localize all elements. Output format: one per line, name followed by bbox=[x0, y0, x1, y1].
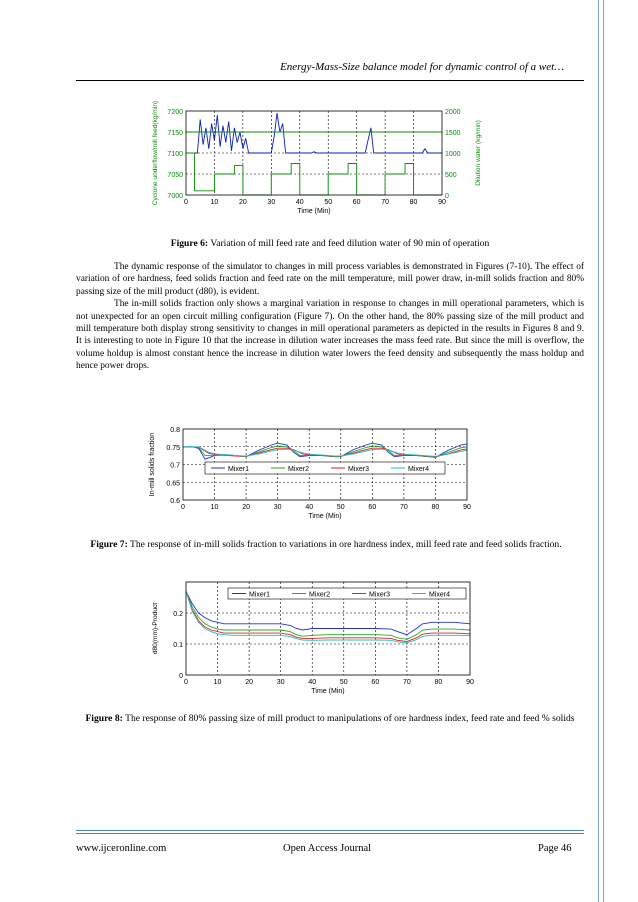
y-tick-label: 7050 bbox=[167, 172, 183, 179]
y-tick-label: 0.7 bbox=[170, 462, 180, 470]
x-tick-label: 20 bbox=[242, 504, 251, 511]
y-tick-label: 7100 bbox=[167, 151, 183, 158]
x-tick-label: 0 bbox=[181, 504, 185, 511]
footer-page-number: Page 46 bbox=[538, 843, 572, 854]
y-tick-label: 0.65 bbox=[166, 480, 180, 488]
y-tick-label: 0.2 bbox=[173, 611, 183, 618]
running-header: Energy-Mass-Size balance model for dynamic control of a wet… bbox=[280, 61, 564, 73]
y-tick-label: 7150 bbox=[167, 130, 183, 137]
y-tick-label: 0 bbox=[179, 673, 183, 680]
figure6-chart bbox=[148, 84, 493, 219]
figure8-caption bbox=[76, 712, 584, 725]
y-tick-label: 0.75 bbox=[166, 444, 180, 452]
legend-label-Mixer4: Mixer4 bbox=[429, 591, 451, 599]
x-tick-label: 10 bbox=[210, 504, 219, 511]
figure7-caption-label: Figure 7: bbox=[90, 539, 128, 550]
figure7-chart bbox=[145, 425, 485, 530]
x-tick-label: 50 bbox=[324, 199, 333, 206]
x-tick-label: 90 bbox=[466, 679, 474, 686]
figure7-caption-text: The response of in-mill solids fraction to variations in ore hardness index, mill feed rate and feed solids fraction. bbox=[130, 539, 562, 550]
figure8-chart bbox=[148, 578, 488, 702]
legend-label-Mixer1: Mixer1 bbox=[249, 591, 271, 599]
x-tick-label: 60 bbox=[371, 679, 380, 686]
legend-label-Mixer3: Mixer3 bbox=[348, 466, 370, 473]
y-right-axis-label: Dilution water (kg/min) bbox=[475, 120, 482, 186]
x-tick-label: 0 bbox=[184, 679, 188, 686]
y-tick-label: 0.8 bbox=[170, 427, 180, 434]
y-right-tick-label: 1000 bbox=[445, 151, 461, 158]
x-tick-label: 70 bbox=[381, 199, 390, 206]
page-edge-bar-inner bbox=[603, 0, 604, 902]
legend-label-Mixer1: Mixer1 bbox=[228, 466, 250, 473]
legend-label-Mixer3: Mixer3 bbox=[369, 591, 391, 599]
x-tick-label: 80 bbox=[434, 679, 443, 686]
legend-label-Mixer4: Mixer4 bbox=[408, 466, 430, 473]
x-tick-label: 80 bbox=[431, 504, 440, 511]
x-tick-label: 0 bbox=[184, 199, 188, 206]
x-tick-label: 30 bbox=[276, 679, 285, 686]
y-tick-label: 7200 bbox=[167, 109, 183, 116]
x-tick-label: 10 bbox=[213, 679, 222, 686]
figure6-caption-label: Figure 6: bbox=[170, 238, 209, 249]
x-tick-label: 20 bbox=[238, 199, 247, 206]
x-axis-label: Time (Min) bbox=[308, 513, 342, 520]
x-tick-label: 20 bbox=[245, 679, 254, 686]
x-tick-label: 40 bbox=[295, 199, 304, 206]
y-axis-label: d80(mm)-Product bbox=[152, 602, 159, 655]
figure8-caption-text: The response of 80% passing size of mill product to manipulations of ore hardness index, feed rate and feed % solids bbox=[125, 713, 575, 724]
figure7-caption bbox=[86, 538, 566, 551]
x-tick-label: 70 bbox=[402, 679, 411, 686]
x-axis-label: Time (Min) bbox=[311, 688, 345, 695]
x-tick-label: 10 bbox=[210, 199, 219, 206]
figure8-caption-label: Figure 8: bbox=[85, 713, 123, 724]
paragraph-2: The in-mill solids fraction only shows a marginal variation in response to changes in mill operational parameters, which is not unexpected for an open circuit milling configuration (Figure 7). On the other hand, the 80% passing size of the mill product and mill temperature both display strong sensitivity to changes in mill operational parameters as depicted in the results in Figures 8 and 9. It is interesting to note in Figure 10 that the increase in dilution water increases the mass feed rate. But since the mill is overflow, the volume holdup is almost constant hence the increase in dilution water lowers the feed density and subsequently the mass holdup and hence power drops. bbox=[76, 299, 584, 372]
x-tick-label: 60 bbox=[352, 199, 361, 206]
x-tick-label: 40 bbox=[305, 504, 314, 511]
footer-rule-thin bbox=[76, 833, 584, 834]
page-edge-bar bbox=[598, 0, 599, 902]
y-right-tick-label: 0 bbox=[445, 193, 449, 200]
y-tick-label: 7000 bbox=[167, 193, 183, 200]
x-tick-label: 80 bbox=[409, 199, 418, 206]
x-tick-label: 60 bbox=[368, 504, 377, 511]
figure6-caption bbox=[76, 237, 584, 250]
x-axis-label: Time (Min) bbox=[297, 208, 331, 215]
x-tick-label: 40 bbox=[308, 679, 317, 686]
x-tick-label: 90 bbox=[438, 199, 446, 206]
footer-rule bbox=[76, 830, 584, 831]
x-tick-label: 70 bbox=[399, 504, 408, 511]
footer-journal: Open Access Journal bbox=[283, 843, 372, 854]
x-tick-label: 50 bbox=[336, 504, 345, 511]
x-tick-label: 30 bbox=[273, 504, 282, 511]
header-rule bbox=[76, 80, 584, 81]
x-tick-label: 30 bbox=[267, 199, 276, 206]
x-tick-label: 50 bbox=[339, 679, 348, 686]
y-axis-label: Cyclone underflow/mill feed(kg/min) bbox=[152, 100, 159, 206]
y-right-tick-label: 2000 bbox=[445, 109, 461, 116]
figure6-caption-text: Variation of mill feed rate and feed dilution water of 90 min of operation bbox=[210, 238, 490, 249]
legend-label-Mixer2: Mixer2 bbox=[309, 591, 331, 599]
x-tick-label: 90 bbox=[463, 504, 471, 511]
paragraph-1: The dynamic response of the simulator to changes in mill process variables is demonstrated in Figures (7-10). The effect of variation of ore hardness, feed solids fraction and feed rate on the mill temperature, mill power draw, in-mill solids fraction and 80% passing size of the mill product (d80), is evident. bbox=[76, 262, 584, 297]
y-right-tick-label: 1500 bbox=[445, 130, 461, 137]
y-tick-label: 0.6 bbox=[170, 498, 180, 505]
body-text bbox=[76, 261, 584, 373]
footer-url: www.ijceronline.com bbox=[76, 843, 167, 854]
legend-label-Mixer2: Mixer2 bbox=[288, 466, 310, 473]
y-tick-label: 0.1 bbox=[173, 642, 183, 649]
y-axis-label: In-mill solids fraction bbox=[149, 432, 156, 497]
y-right-tick-label: 500 bbox=[445, 172, 457, 179]
